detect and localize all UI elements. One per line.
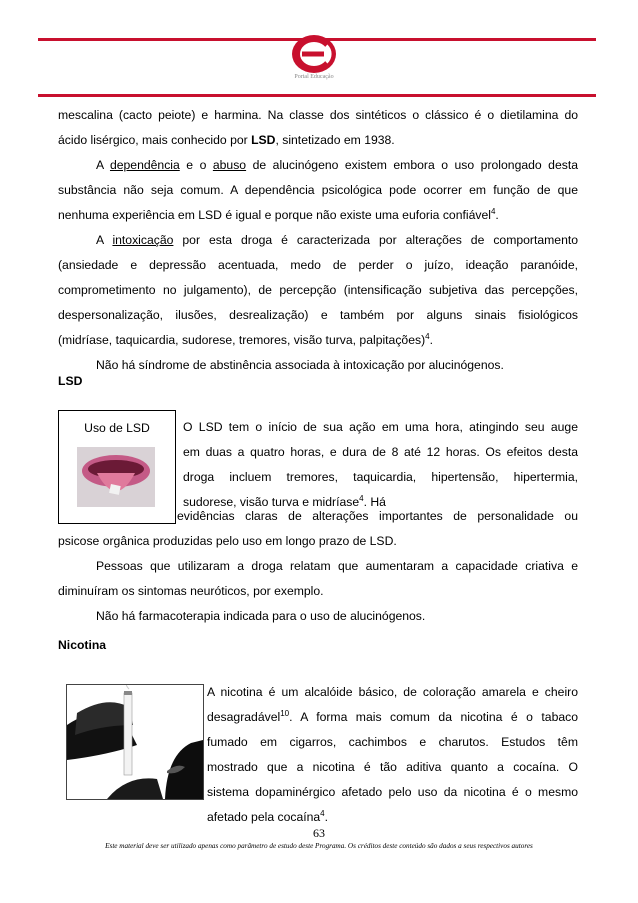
body-line: substância não seja comum. A dependência psicológica pode ocorrer em função de que <box>58 183 578 197</box>
body-line: droga incluem tremores, taquicardia, hipertensão, hipertermia, <box>183 470 578 484</box>
body-line: nenhuma experiência em LSD é igual e porque não existe uma euforia confiável$^4$. <box>58 206 499 222</box>
body-line: despersonalização, ilusões, desrealização) e também por alguns sinais fisiológicos <box>58 308 578 322</box>
body-line: sudorese, visão turva e midríase$^4$. Há <box>183 493 386 509</box>
body-line: (midríase, taquicardia, sudorese, tremores, visão turva, palpitações)$^4$. <box>58 331 433 347</box>
nicotina-text <box>207 680 578 830</box>
paragraph-dependencia: A dependência e o abuso de alucinógeno existem embora o uso prolongado desta <box>96 158 578 172</box>
section-heading-nicotina: Nicotina <box>58 638 107 652</box>
body-line: fumado em cigarros, cachimbos e charutos. Estudos têm <box>207 735 578 749</box>
lsd-side-text <box>183 415 578 515</box>
paragraph-abstinencia: Não há síndrome de abstinência associada à intoxicação por alucinógenos. <box>96 358 504 372</box>
portal-educacao-logo <box>268 32 360 88</box>
body-line: afetado pela cocaína$^4$. <box>207 808 329 824</box>
body-line: em duas a quatro horas, e dura de 8 até 12 horas. Os efeitos desta <box>183 445 578 459</box>
body-text <box>58 103 578 378</box>
figure-caption: Uso de LSD <box>84 421 150 435</box>
body-line: sistema dopaminérgico afetado pelo uso da nicotina é o mesmo <box>207 785 578 799</box>
body-line: diminuíram os sintomas neuróticos, por exemplo. <box>58 584 324 598</box>
section-heading-lsd: LSD <box>58 374 83 388</box>
cigarette-image <box>66 684 204 800</box>
body-line: desagradável$^{10}$. A forma mais comum da nicotina é o tabaco <box>207 708 578 724</box>
body-line: mescalina (cacto peiote) e harmina. Na classe dos sintéticos o clássico é o dietilamina do <box>58 108 578 122</box>
header-rule-bottom <box>38 94 596 97</box>
body-line: ácido lisérgico, mais conhecido por LSD, sintetizado em 1938. <box>58 133 395 147</box>
tongue-image <box>77 447 155 507</box>
body-line: psicose orgânica produzidas pelo uso em longo prazo de LSD. <box>58 534 397 548</box>
footer-note: Este material deve ser utilizado apenas como parâmetro de estudo deste Programa. Os créditos deste conteúdo são dados a seus respectivos autores <box>105 842 533 850</box>
page-number: 63 <box>313 826 325 840</box>
paragraph-farmacoterapia: Não há farmacoterapia indicada para o uso de alucinógenos. <box>96 609 426 623</box>
paragraph-pessoas: Pessoas que utilizaram a droga relatam que aumentaram a capacidade criativa e <box>96 559 578 573</box>
lsd-text-continued <box>177 504 578 529</box>
lsd-figure-box <box>58 410 176 524</box>
body-line: evidências claras de alterações importantes de personalidade ou <box>177 509 578 523</box>
body-line: O LSD tem o início de sua ação em uma hora, atingindo seu auge <box>183 420 578 434</box>
body-line: comprometimento no julgamento), de percepção (intensificação subjetiva das percepções, <box>58 283 578 297</box>
paragraph-intoxicacao: A intoxicação por esta droga é caracterizada por alterações de comportamento <box>96 233 579 247</box>
logo-text: Portal Educação <box>294 74 334 80</box>
body-line: A nicotina é um alcalóide básico, de coloração amarela e cheiro <box>207 685 578 699</box>
body-line: (ansiedade e depressão acentuada, medo de perder o juízo, ideação paranóide, <box>58 258 578 272</box>
body-line: mostrado que a nicotina é tão aditiva quanto a cocaína. O <box>207 760 578 774</box>
lsd-body <box>58 529 578 629</box>
